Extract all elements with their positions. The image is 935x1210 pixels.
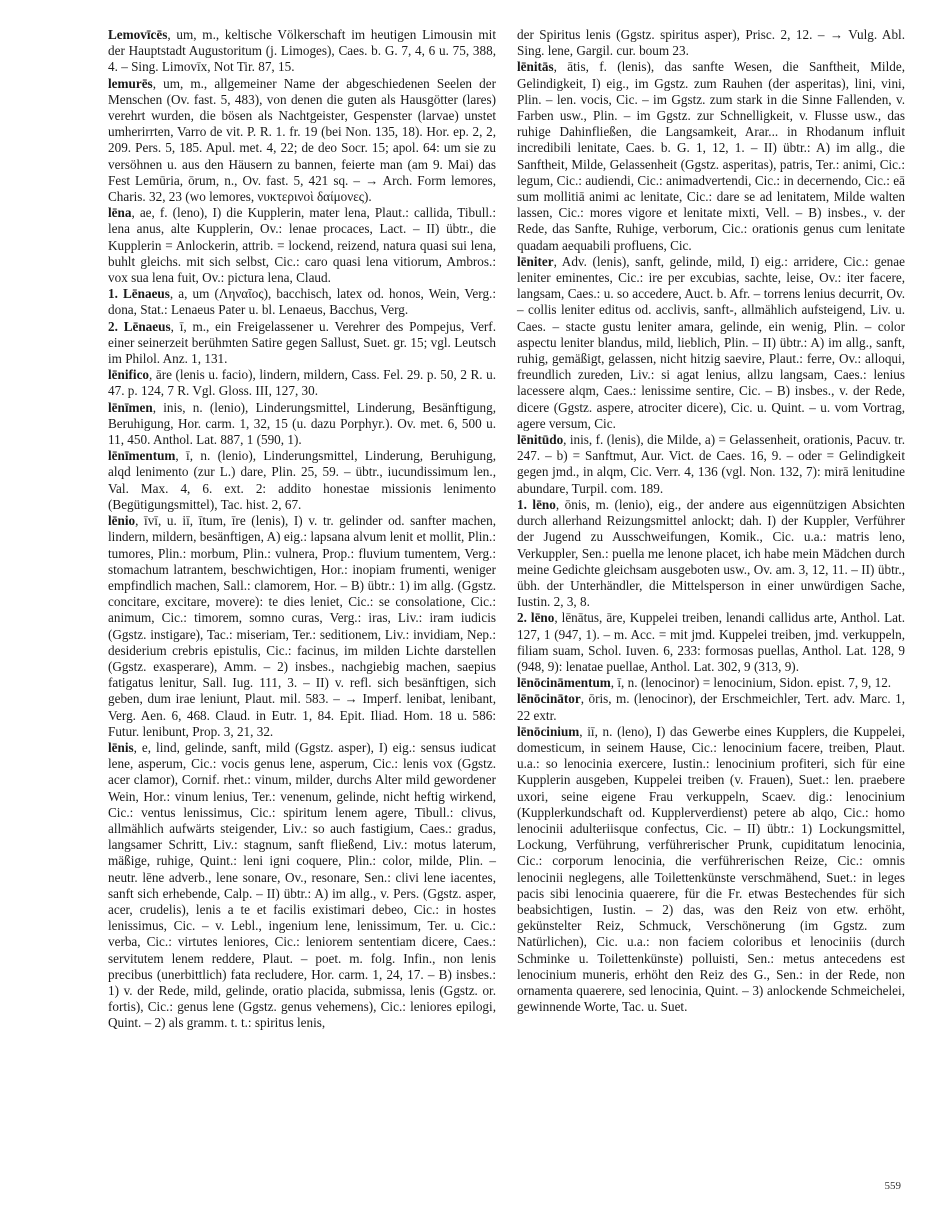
dictionary-entry bbox=[108, 286, 496, 318]
dictionary-entry bbox=[517, 497, 905, 610]
entry-headword: Lemovīcēs bbox=[108, 27, 168, 42]
entry-text: , iī, n. (leno), I) das Gewerbe eines Kupplers, die Kuppelei, domesticum, in seinem Hause, Cic.: lenocinium facere, treiben, Plaut. u.a.: so lenocinia exercere, Iustin.: lenocinium profiteri, sich für eine Kupplerin ausgeben, Kuppelei treiben (v. Frauen), Suet.: len. praebere uxori, seine eigene Frau verkuppeln, Scaev. dig.: lenocinium (Kupplerkundschaft od. Kupplerverdienst) petere ab alqo, Cic.: homo lenocinii adulteriisque confectus, Cic. – II) übtr.: 1) Lockungsmittel, Lockung, Verführung, verführerischer Prunk, cupiditatum lenocinia, Cic.: corporum lenocinia, die verführerischen Reize, Cic.: omnis lenocinii neglegens, alle Toilettenkünste verschmähend, Suet.: in leges pacis sibi lenocinia quaerere, für die Fr. etwas Bestechendes für sich beabsichtigen, Iustin. – 2) das, was den Reiz von etw. erhöht, gekünstelter Reiz, Schmuck, Verschönerung (im Ggstz. zum Natürlichen), Cic. u.a.: non faciem coloribus et lenociniis (durch Schminke u. Toilettenkünste) polluisti, Sen.: metus antecedens est lenocinium muneris, erhöht den Reiz des G., Sen.: in der Rede, non ornamenta quaerere, sed lenocinia, Quint. – 3) anlockende Schmeichelei, gewinnende Worte, Tac. u. Suet. bbox=[517, 723, 905, 1015]
entry-text: , lēnātus, āre, Kuppelei treiben, lenandi callidus arte, Anthol. Lat. 127, 1 (947, 1). – m. Acc. = mit jmd. Kuppelei treiben, jmd. verkuppeln, filiam suam, Schol. Iuven. 6, 233: formosas puellas, Anthol. Lat. 128, 9 (948, 9): lenatae puellae, Anthol. Lat. 302, 9 (313, 9). bbox=[517, 610, 905, 674]
entry-text: , a, um (Ληναῖος), bacchisch, latex od. honos, Wein, Verg.: dona, Stat.: Lenaeus Pater u. bl. Lenaeus, Bacchus, Verg. bbox=[108, 286, 496, 318]
dictionary-entry bbox=[517, 724, 905, 1016]
entry-headword: lēnōcinātor bbox=[517, 691, 581, 707]
entry-text: , um, m., keltische Völkerschaft im heutigen Limousin mit der Hauptstadt Augustoritum (j. Limoges), Caes. b. G. 7, 4, 6 u. 75, 388, 4. – Sing. Limovīx, Not Tir. 87, 15. bbox=[108, 27, 496, 75]
entry-headword: lemurēs bbox=[108, 75, 153, 91]
entry-headword: lēna bbox=[108, 205, 132, 221]
page-number: 559 bbox=[884, 1180, 901, 1192]
entry-text: der Spiritus lenis (Ggstz. spiritus asper), Prisc. 2, 12. – → Vulg. Abl. Sing. lene, Gargil. cur. boum 23. bbox=[517, 27, 905, 59]
entry-text: , ī, n. (lenio), Linderungsmittel, Linderung, Beruhigung, alqd lenimento (zur L.) dare, Plin. 25, 59. – übtr., iucundissimum len., Val. Max. 4, 6. ext. 2: addito honestae missionis lenimento (Begütigungsmittel), Tac. hist. 2, 67. bbox=[108, 448, 496, 512]
entry-headword: 1. Lēnaeus bbox=[108, 286, 170, 302]
entry-text: , ae, f. (leno), I) die Kupplerin, mater lena, Plaut.: callida, Tibull.: lena anus, alte Kupplerin, Ov.: lenae procaces, Lact. – II) übtr., die Kupplerin = Anlockerin, attrib. = lockend, reizend, natura quasi sui lena, buhlt gleichs. mit sich selbst, Cic.: caro quasi lena vitiorum, Ambros.: vox sua lena fuit, Ov.: pictura lena, Claud. bbox=[108, 205, 496, 286]
dictionary-entry bbox=[517, 610, 905, 675]
entry-text: , ōris, m. (lenocinor), der Erschmeichler, Tert. adv. Marc. 1, 22 extr. bbox=[517, 691, 905, 723]
entry-headword: lēnis bbox=[108, 739, 134, 755]
dictionary-entry bbox=[108, 205, 496, 286]
entry-headword: lēniter bbox=[517, 253, 554, 269]
entry-text: , ī, m., ein Freigelassener u. Verehrer des Pompejus, Verf. einer seinerzeit berühmten Satire gegen Sallust, Suet. gr. 15; vgl. Leutsch im Philol. Anz. 1, 131. bbox=[108, 318, 496, 367]
entry-text: , inis, n. (lenio), Linderungsmittel, Linderung, Besänftigung, Beruhigung, Hor. carm. 1, 32, 15 (u. dazu Porphyr.). Ov. met. 6, 500 u. 11, 450. Anthol. Lat. 887, 1 (590, 1). bbox=[108, 399, 496, 448]
entry-text: , ātis, f. (lenis), das sanfte Wesen, die Sanftheit, Milde, Gelindigkeit, I) eig., im Ggstz. zum Rauhen (der asperitas), lini, vini, Plin. – len. vocis, Cic. – im Ggstz. zum stark in die Sinne Fallenden, v. Farben usw., Plin. – im Ggstz. zur Schnelligkeit, v. Flusse usw., das ruhige Dahinfließen, die Langsamkeit, Arar... in Rhodanum influit incredibili lenitate, Caes. b. G. 1, 12, 1. – II) übtr.: A) im allg., die Sanftheit, Milde, Gelassenheit (Ggstz. asperitas), patris, Ter.: animi, Cic.: legum, Cic.: audiendi, Cic.: animadvertendi, Cic.: in decernendo, Cic.: eā sum mollitiā animi ac lenitate, Cic.: dare se ad lenitatem, Milde walten lassen, Cic.: mores vigore et lenitate mixti, Vell. – B) insbes., v. der Rede, das Sanfte, Ruhige, verborum, Cic.: orationis genus cum lenitate quadam aequabili profluens, Cic. bbox=[517, 59, 905, 253]
entry-headword: lēnitās bbox=[517, 59, 554, 75]
dictionary-entry bbox=[517, 254, 905, 432]
dictionary-entry bbox=[108, 400, 496, 449]
right-column bbox=[517, 27, 905, 1015]
entry-headword: lēnīmen bbox=[108, 399, 153, 415]
entry-headword: lēnīmentum bbox=[108, 448, 176, 464]
left-column bbox=[108, 27, 496, 1032]
dictionary-entry bbox=[517, 59, 905, 253]
entry-text: , um, m., allgemeiner Name der abgeschiedenen Seelen der Menschen (Ov. fast. 5, 483), von denen die guten als Hausgötter (lares) verehrt wurden, die bösen als Nachtgeister, Gespenster (larvae) unstet umherirrten, Varro de vit. P. R. 1. fr. 19 (bei Non. 135, 18). Hor. ep. 2, 2, 209. Pers. 5, 185. Apul. met. 4, 22; de deo Socr. 15; apol. 64: um sie zu versöhnen u. aus den Häusern zu bannen, feierte man (am 9. Mai) das Fest Lemūria, ōrum, n., Ov. fast. 5, 421 sq. – → Arch. Form lemores, Charis. 32, 23 (wo lemores, νυκτερινοὶ δαίμονες). bbox=[108, 75, 496, 205]
dictionary-entry bbox=[517, 432, 905, 497]
entry-text: , Adv. (lenis), sanft, gelinde, mild, I) eig.: arridere, Cic.: genae leniter eminentes, Cic.: ire per excubias, sachte, leise, Ov.: iter facere, langsam, Caes.: u. so accedere, Auct. b. Afr. – torrens lenius decurrit, Ov. – collis leniter editus od. acclivis, sanft-, allmählich aufsteigend, Liv. u. Caes. – stacte gustu leniter amara, gelinde, ein wenig, Plin. – color aspectu leniter blandus, mild, lieblich, Plin. – II) übtr.: A) im allg., sanft, ruhig, gemäßigt, gelassen, nicht hitzig saevire, Plaut.: ferre, Ov.: alloqui, freundlich zureden, Liv.: si agat lenius, allzu langsam, Caes.: lenius lacessere alqm, Caes.: lenissime sentire, Cic. – B) insbes., v. der Rede, dicere (Ggstz. aspere, atrociter dicere), Cic. u. Quint. – u. vom Vortrag, agere versum, Cic. bbox=[517, 253, 905, 431]
entry-headword: 1. lēno bbox=[517, 496, 556, 512]
entry-text: , ōnis, m. (lenio), eig., der andere aus eigennützigen Absichten durch allerhand Reizungsmittel anlockt; dah. I) der Kuppler, Verführer der Jugend zu Ausschweifungen, Komik., Cic. u.a.: matris leno, Verkuppler, Sen.: puella me lenone placet, ich habe mein Mädchen durch meine Gedichte gleichsam ausgeboten usw., Ov. am. 3, 12, 11. – II) übtr., übh. der Unterhändler, die Mittelsperson in einer unwürdigen Sache, Iustin. 2, 3, 8. bbox=[517, 496, 905, 610]
dictionary-entry bbox=[108, 513, 496, 740]
dictionary-entry bbox=[108, 367, 496, 399]
dictionary-entry bbox=[517, 691, 905, 723]
dictionary-entry bbox=[108, 740, 496, 1032]
entry-text: , īvī, u. iī, ītum, īre (lenis), I) v. tr. gelinder od. sanfter machen, lindern, mildern, besänftigen, A) eig.: lapsana alvum lenit et mollit, Plin.: tumores, Plin.: morbum, Plin.: vulnera, Prop.: fluvium tumentem, Verg.: stomachum latrantem, beschwichtigen, Hor.: inopiam frumenti, weniger empfindlich machen, Sall.: clamorem, Hor. – B) übtr.: 1) im allg. (Ggstz. concitare, excitare, movere): te dies leniet, Cic.: se consolatione, Cic.: animum, Cic.: timorem, somno curas, Verg.: iras, Liv.: iram iudicis (Ggstz. instigare), Tac.: miseriam, Ter.: seditionem, Liv.: invidiam, Nep.: desiderium crebris epistulis, Cic.: facinus, im milden Lichte darstellen (Ggstz. exasperare), Amm. – 2) insbes., nachgiebig machen, saepius fatigatus lenitur, Sall. Iug. 111, 3. – II) v. refl. sich besänftigen, sich geben, dum irae leniunt, Plaut. mil. 583. – → Imperf. lenibat, lenibant, Verg. Aen. 6, 468. Claud. in Eutr. 1, 84. Epit. Iliad. Hom. 18 u. 586: Futur. lenibunt, Prop. 3, 21, 32. bbox=[108, 513, 496, 739]
entry-text: , ī, n. (lenocinor) = lenocinium, Sidon. epist. 7, 9, 12. bbox=[610, 675, 892, 691]
entry-text: , āre (lenis u. facio), lindern, mildern, Cass. Fel. 29. p. 50, 2 R. u. 47. p. 124, 7 R. Vgl. Gloss. III, 127, 30. bbox=[108, 367, 496, 399]
dictionary-entry bbox=[517, 675, 905, 691]
entry-headword: lēnōcinium bbox=[517, 723, 580, 739]
dictionary-entry bbox=[108, 27, 496, 76]
dictionary-entry bbox=[108, 319, 496, 368]
entry-headword: lēnitūdo bbox=[517, 432, 564, 448]
entry-text: , inis, f. (lenis), die Milde, a) = Gelassenheit, orationis, Pacuv. tr. 247. – b) = Sanftmut, Aur. Vict. de Caes. 16, 9. – oder = Gelindigkeit gegen jmd., in alqm, Cic. Verr. 4, 136 (vgl. Non. 132, 7): mirā lenitudine abundare, Turpil. com. 189. bbox=[517, 432, 905, 496]
entry-headword: lēnōcināmentum bbox=[517, 675, 611, 691]
dictionary-entry bbox=[517, 27, 905, 59]
entry-headword: 2. Lēnaeus bbox=[108, 318, 171, 334]
entry-headword: lēnifico bbox=[108, 367, 150, 383]
entry-headword: 2. lēno bbox=[517, 610, 555, 626]
dictionary-entry bbox=[108, 76, 496, 206]
entry-text: , e, lind, gelinde, sanft, mild (Ggstz. asper), I) eig.: sensus iudicat lene, asperum, Cic.: vocis genus lene, asperum, Cic.: lenis vox (Ggstz. acer clamor), Cornif. rhet.: vinum, milder, durchs Alter mild gewordener Wein, Hor.: vinum lenius, Ter.: venenum, gelinde, nicht heftig wirkend, Cic.: ventus lenissimus, Cic.: spiritum lenem agere, Tibull.: clivus, allmählich aufwärts steigender, Liv.: so auch fastigium, Caes.: gradus, langsamer Schritt, Liv.: stagnum, sanft fließend, Liv.: motus laterum, mäßige, ruhige, Quint.: leni igni coquere, Plin.: color, milde, Plin. – neutr. lēne adverb., lene sonare, Ov., resonare, Sen.: clivi lene iacentes, sanft sich erhebende, Calp. – II) übtr.: A) im allg., v. Pers. (Ggstz. asper, acer, crudelis), lenis a te et facilis existimari debeo, Cic.: in hostes lenissimus, Cic. – v. Lebl., ingenium lene, lenissimum, Ter. u. Cic.: verba, Cic.: virtutes leniores, Cic.: leniorem sententiam dicere, Caes.: servitutem lenem reddere, Plaut. – poet. m. folg. Infin., non lenis precibus (unerbittlich) fata recludere, Hor. carm. 1, 24, 17. – B) insbes.: 1) v. der Rede, mild, gelinde, oratio placida, submissa, lenis (Ggstz. or. fortis), Cic.: genus lene (Ggstz. genus vehemens), Cic.: leniores epilogi, Quint. – 2) als gramm. t. t.: spiritus lenis, bbox=[108, 739, 496, 1031]
dictionary-entry bbox=[108, 448, 496, 513]
entry-headword: lēnio bbox=[108, 513, 136, 529]
